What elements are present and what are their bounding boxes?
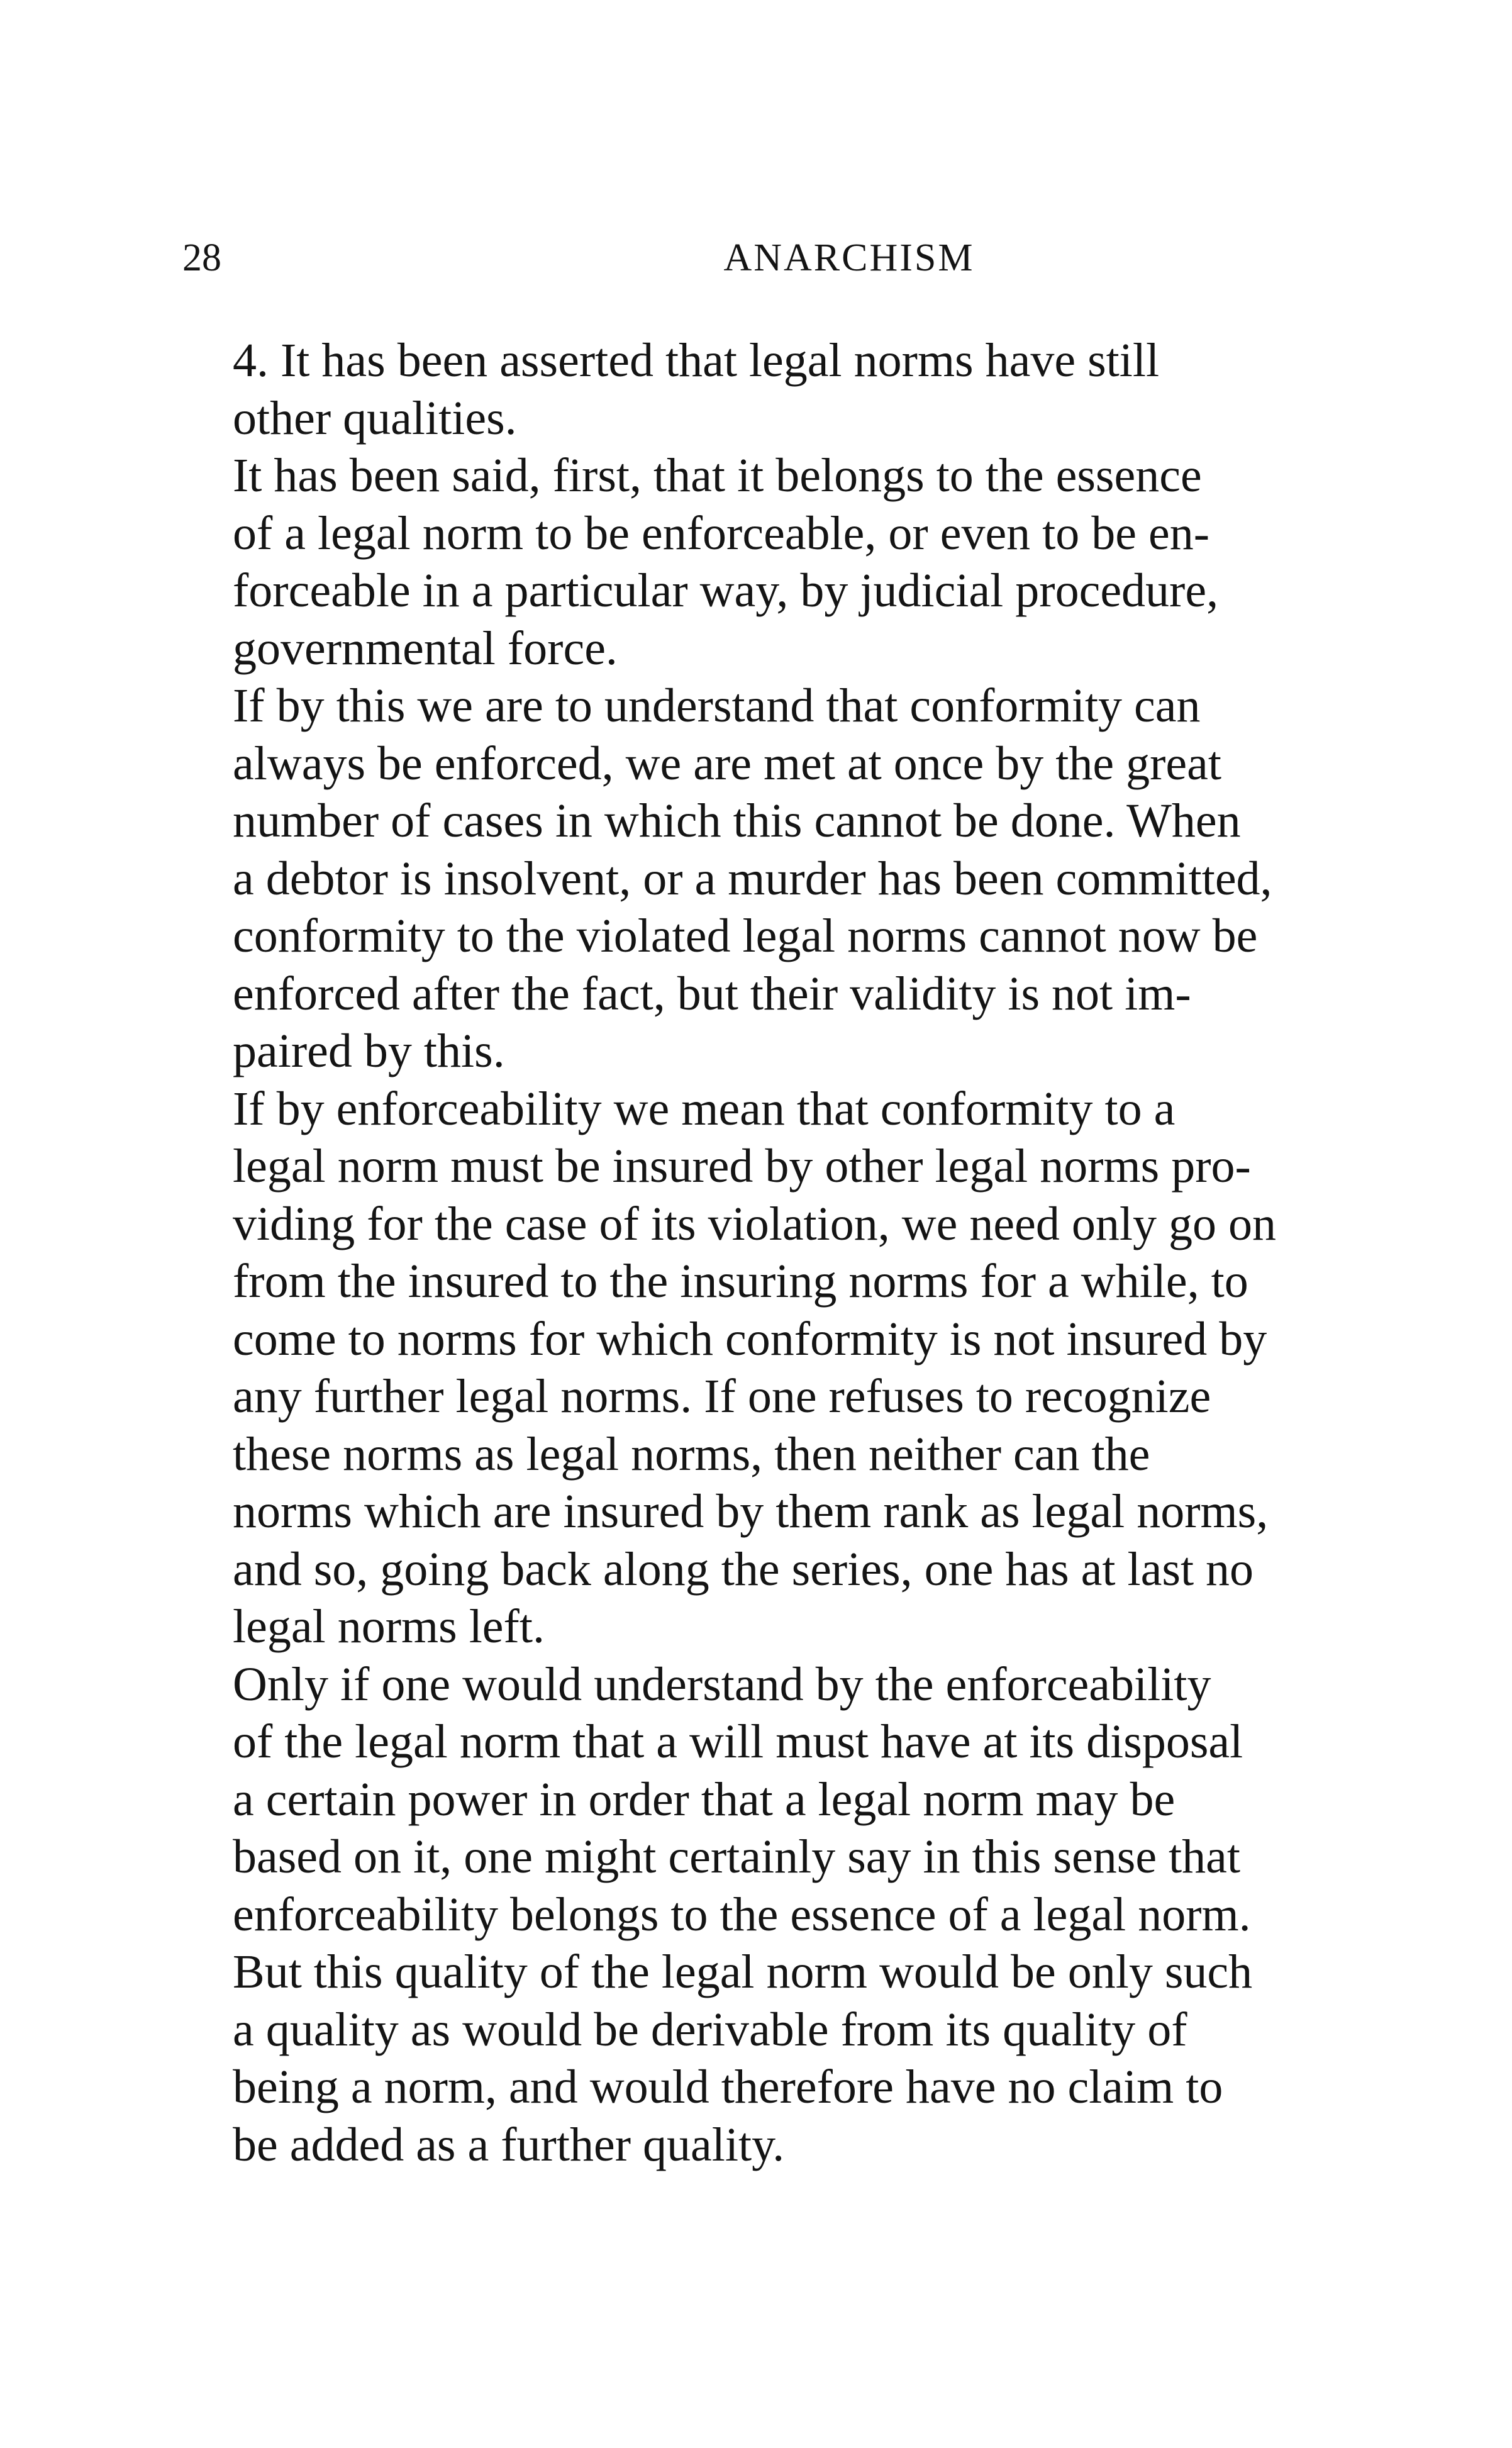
text-line: If by this we are to understand that conformity can — [233, 679, 1201, 732]
text-line: 4. It has been asserted that legal norms have still — [233, 334, 1160, 387]
text-line: conformity to the violated legal norms cannot now be — [233, 910, 1258, 962]
text-line: enforced after the fact, but their validity is not im- — [233, 967, 1191, 1020]
book-page — [182, 226, 1465, 2302]
text-line: norms which are insured by them rank as legal norms, — [233, 1485, 1269, 1538]
text-line: of a legal norm to be enforceable, or even to be en- — [233, 506, 1210, 560]
text-line: from the insured to the insuring norms for a while, to — [233, 1255, 1248, 1308]
text-line: It has been said, first, that it belongs to the essence — [233, 449, 1202, 502]
paragraph — [182, 677, 1465, 1081]
text-line: and so, going back along the series, one has at last no — [233, 1542, 1254, 1596]
text-line: number of cases in which this cannot be done. When — [233, 794, 1241, 847]
text-line: come to norms for which conformity is not insured by — [233, 1312, 1267, 1366]
paragraph — [182, 447, 1465, 677]
paragraph — [182, 332, 1465, 447]
text-line: a quality as would be derivable from its quality of — [233, 2003, 1187, 2056]
text-line: a debtor is insolvent, or a murder has been committed, — [233, 852, 1272, 905]
text-line: be added as a further quality. — [233, 2118, 785, 2171]
text-line: any further legal norms. If one refuses to recognize — [233, 1370, 1211, 1423]
text-line: a certain power in order that a legal norm may be — [233, 1772, 1176, 1826]
text-line: If by enforceability we mean that conformity to a — [233, 1082, 1176, 1135]
text-line: enforceability belongs to the essence of a legal norm. — [233, 1888, 1251, 1941]
text-line: other qualities. — [233, 391, 517, 445]
page-header — [182, 226, 1465, 289]
text-line: based on it, one might certainly say in this sense that — [233, 1830, 1241, 1883]
text-line: forceable in a particular way, by judicial procedure, — [233, 564, 1219, 617]
body-text — [182, 332, 1465, 2174]
text-line: viding for the case of its violation, we need only go on — [233, 1197, 1276, 1250]
text-line: these norms as legal norms, then neither can the — [233, 1427, 1150, 1481]
paragraph — [182, 1656, 1465, 2174]
text-line: But this quality of the legal norm would be only such — [233, 1945, 1253, 1998]
text-line: Only if one would understand by the enforceability — [233, 1657, 1211, 1711]
page-number: 28 — [182, 236, 221, 279]
text-line: legal norms left. — [233, 1600, 545, 1653]
text-line: legal norm must be insured by other legal norms pro- — [233, 1140, 1251, 1193]
text-line: being a norm, and would therefore have no claim to — [233, 2061, 1223, 2113]
paragraph — [182, 1081, 1465, 1656]
text-line: paired by this. — [233, 1025, 505, 1077]
running-head: ANARCHISM — [723, 236, 975, 279]
text-line: always be enforced, we are met at once by the great — [233, 737, 1221, 790]
text-line: of the legal norm that a will must have at its disposal — [233, 1715, 1243, 1768]
text-line: governmental force. — [233, 621, 618, 675]
